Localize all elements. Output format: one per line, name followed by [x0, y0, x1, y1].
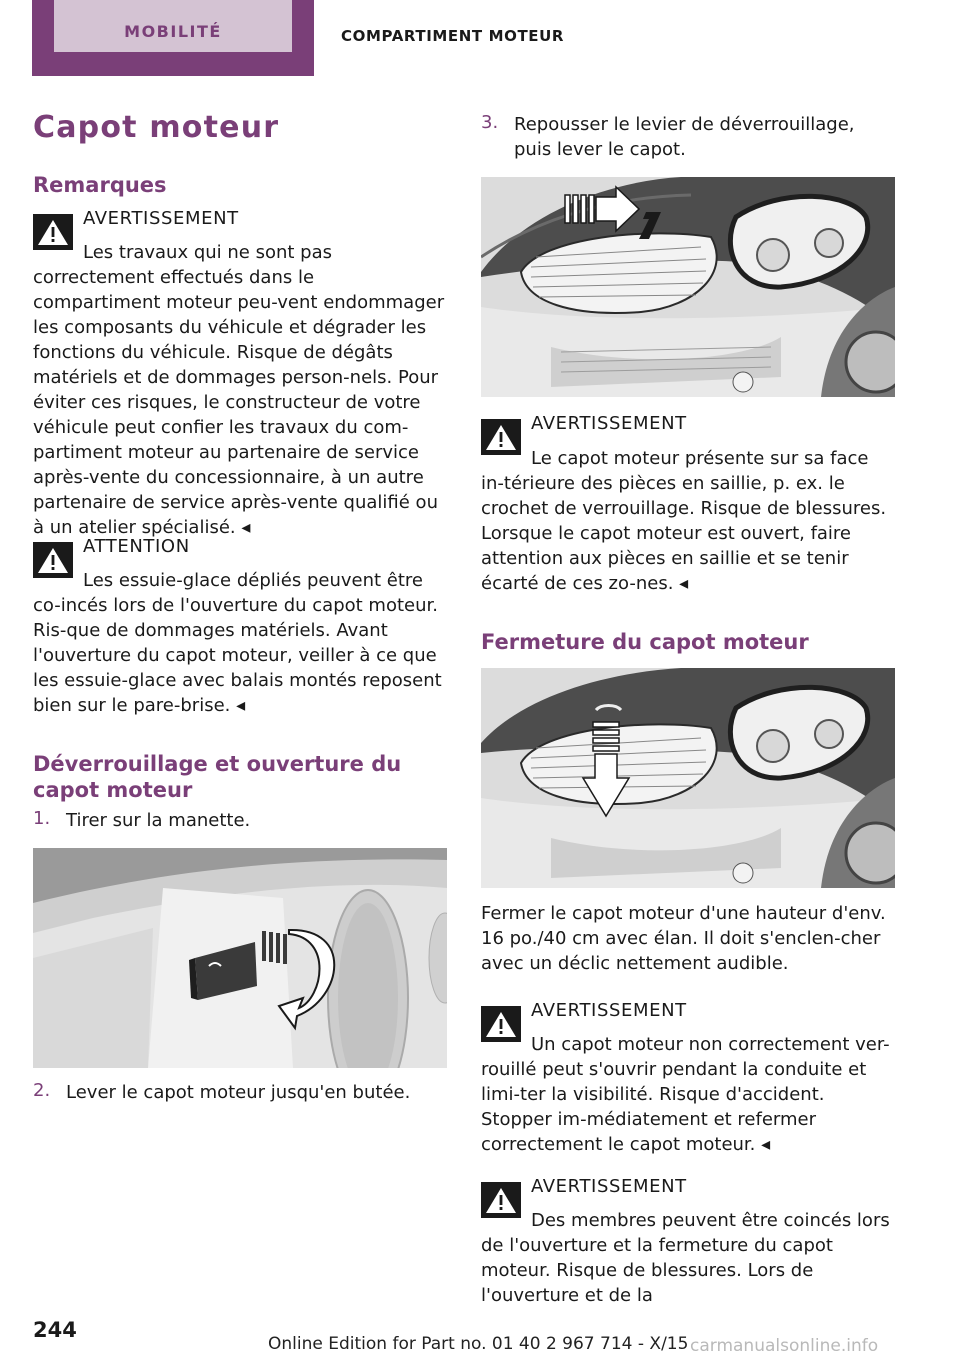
attention-text: Les essuie-glace dépliés peuvent être co-incés lors de l'ouverture du capot moteur. Ris-que de dommages matériels. Avant l'ouverture du capot moteur, veiller à ce que les essuie-glace avec balais montés reposent bien sur le pare-brise. ◂: [33, 570, 442, 716]
warning-title: AVERTISSEMENT: [83, 208, 239, 229]
close-instruction-text: Fermer le capot moteur d'une hauteur d'env. 16 po./40 cm avec élan. Il doit s'enclen-cher avec un déclic nettement audible.: [481, 903, 886, 974]
step-number: 1.: [33, 808, 51, 829]
header-tab: [32, 0, 314, 76]
step-number: 2.: [33, 1080, 51, 1101]
warning-text: Un capot moteur non correctement ver-rouillé peut s'ouvrir pendant la conduite et limi-ter la visibilité. Risque d'accident. Stopper im-médiatement et refermer correctement le capot moteur. ◂: [481, 1034, 890, 1155]
header-tab-inner: [54, 0, 292, 52]
step-text: Lever le capot moteur jusqu'en butée.: [66, 1082, 411, 1103]
page-title: Capot moteur: [33, 110, 280, 145]
figure-unlock-lever: [481, 177, 895, 397]
step-text: Repousser le levier de déverrouillage, puis lever le capot.: [514, 114, 855, 160]
attention-title: ATTENTION: [83, 536, 190, 557]
footer-edition: Online Edition for Part no. 01 40 2 967 714 - X/15: [268, 1334, 689, 1354]
warning-text: Des membres peuvent être coincés lors de l'ouverture et la fermeture du capot moteur. Risque de blessures. Lors de l'ouverture et de la: [481, 1210, 890, 1306]
warning-title: AVERTISSEMENT: [531, 413, 687, 434]
header-section-title: COMPARTIMENT MOTEUR: [341, 27, 565, 45]
step-number: 3.: [481, 112, 499, 133]
warning-title: AVERTISSEMENT: [531, 1176, 687, 1197]
page-number: 244: [33, 1318, 77, 1342]
header-tab-label: MOBILITÉ: [124, 22, 222, 41]
figure-hood-release-lever: [33, 848, 447, 1068]
warning-text: Le capot moteur présente sur sa face in-térieure des pièces en saillie, p. ex. le crochet de verrouillage. Risque de blessures. Lorsque le capot moteur est ouvert, faire attention aux pièces en saillie et se tenir écarté de ces zo-nes. ◂: [481, 448, 887, 594]
watermark: carmanualsonline.info: [690, 1336, 879, 1356]
section-unlock-title: Déverrouillage et ouverture du capot moteur: [33, 752, 402, 802]
section-close-title: Fermeture du capot moteur: [481, 630, 809, 654]
warning-text: Les travaux qui ne sont pas correctement effectués dans le compartiment moteur peu-vent endommager les composants du véhicule et dégrader les fonctions du véhicule. Risque de dégâts matériels et de dommages person-nels. Pour éviter ces risques, le constructeur de votre véhicule peut confier les travaux du com-partiment moteur au partenaire de service après-vente du concessionnaire, à un autre partenaire de service après-vente qualifié ou à un atelier spécialisé. ◂: [33, 242, 445, 538]
warning-title: AVERTISSEMENT: [531, 1000, 687, 1021]
subtitle-remarques: Remarques: [33, 173, 167, 197]
figure-close-hood: [481, 668, 895, 888]
step-text: Tirer sur la manette.: [66, 810, 251, 831]
